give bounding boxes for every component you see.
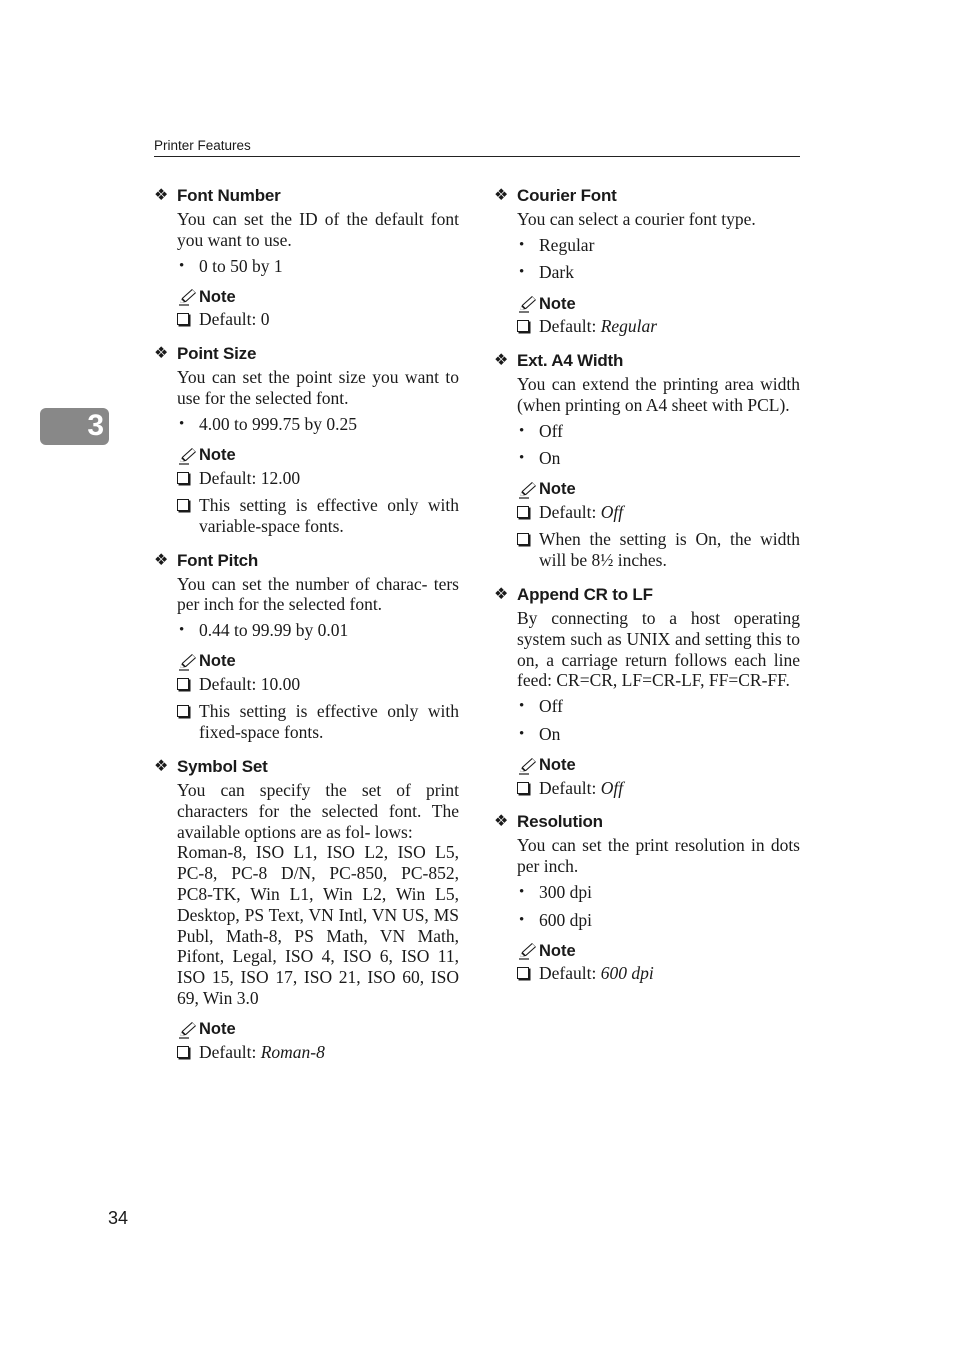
value-list xyxy=(177,256,459,277)
section-description: You can specify the set of print characters for the selected font. The available options are as fol- lows: xyxy=(177,779,459,842)
note-list xyxy=(177,309,459,330)
note-heading xyxy=(517,293,800,315)
section-description: You can extend the printing area width (when printing on A4 sheet with PCL). xyxy=(517,373,800,415)
section-description: You can set the point size you want to use for the selected font. xyxy=(177,367,459,408)
section-symbol-set xyxy=(154,755,459,1063)
bullet-icon: • xyxy=(519,911,525,928)
diamond-bullet-icon: ❖ xyxy=(154,757,169,775)
note-prefix: Default: xyxy=(539,316,601,337)
note-text: Default: 0 xyxy=(199,309,270,330)
list-item xyxy=(517,448,800,469)
note-heading xyxy=(517,940,800,962)
pencil-icon xyxy=(177,288,199,306)
section-title: Font Pitch xyxy=(177,550,259,570)
note-list xyxy=(177,468,459,537)
bullet-icon: • xyxy=(519,422,525,439)
note-item xyxy=(517,316,800,337)
value-list xyxy=(177,620,459,641)
checkbox-square-icon xyxy=(177,472,189,484)
note-default-value: Regular xyxy=(600,316,658,337)
note-default-value: Off xyxy=(600,501,624,522)
checkbox-square-icon xyxy=(177,313,189,325)
note-item xyxy=(177,674,459,695)
diamond-bullet-icon: ❖ xyxy=(494,187,509,204)
bullet-icon: • xyxy=(519,264,525,281)
diamond-bullet-icon: ❖ xyxy=(494,585,509,603)
list-item xyxy=(517,421,800,442)
page-number: 34 xyxy=(108,1208,129,1228)
note-prefix: Default: xyxy=(539,963,601,984)
note-text: This setting is effective only with fixed-space fonts. xyxy=(199,701,459,743)
list-item xyxy=(517,696,800,717)
pencil-icon xyxy=(517,295,539,313)
note-label: Note xyxy=(199,1020,236,1039)
section-title: Resolution xyxy=(517,812,603,832)
diamond-bullet-icon: ❖ xyxy=(154,187,169,204)
pencil-icon xyxy=(517,481,539,499)
checkbox-square-icon xyxy=(177,678,189,690)
pencil-icon xyxy=(517,942,539,960)
bullet-icon: • xyxy=(179,415,185,432)
note-list xyxy=(177,1042,459,1063)
section-font-number xyxy=(154,184,459,330)
section-ext-a4-width xyxy=(494,349,800,571)
section-body xyxy=(517,374,800,571)
note-item xyxy=(177,309,459,330)
note-text: Default: 10.00 xyxy=(199,673,301,694)
note-text: When the setting is On, the width will be 8½ inches. xyxy=(539,529,800,571)
section-body xyxy=(177,209,459,330)
note-list xyxy=(517,316,800,337)
checkbox-square-icon xyxy=(517,782,529,794)
note-default-value: Off xyxy=(600,777,624,798)
note-item xyxy=(517,502,800,523)
list-item-text: Off xyxy=(539,696,563,717)
checkbox-square-icon xyxy=(177,499,189,511)
value-list xyxy=(517,882,800,930)
section-courier-font xyxy=(494,184,800,337)
right-column xyxy=(494,184,800,996)
list-item-text: On xyxy=(539,448,561,469)
note-default-value: Roman-8 xyxy=(260,1041,325,1062)
diamond-bullet-icon: ❖ xyxy=(154,551,169,569)
running-header: Printer Features xyxy=(154,138,800,157)
section-heading xyxy=(154,755,459,779)
pencil-icon xyxy=(177,447,199,465)
section-body xyxy=(177,574,459,743)
pencil-icon xyxy=(177,1021,199,1039)
note-default-value: 600 dpi xyxy=(600,963,654,984)
list-item xyxy=(517,235,800,256)
note-heading xyxy=(517,479,800,501)
section-heading xyxy=(154,549,459,573)
bullet-icon: • xyxy=(179,622,185,639)
list-item-text: 0 to 50 by 1 xyxy=(199,255,283,276)
note-list xyxy=(177,674,459,743)
section-option-list: Roman-8, ISO L1, ISO L2, ISO L5, PC-8, PC-8 D/N, PC-850, PC-852, PC8-TK, Win L1, Win L2, Win L5, Desktop, PS Text, VN Intl, VN US, MS Publ, Math-8, PS Math, VN Math, Pifont, Legal, ISO 4, ISO 6, ISO 11, ISO 15, ISO 17, ISO 21, ISO 60, ISO 69, Win 3.0 xyxy=(177,842,459,1008)
section-description: You can select a courier font type. xyxy=(517,209,756,229)
note-item xyxy=(177,701,459,743)
note-heading xyxy=(517,755,800,777)
list-item-text: 4.00 to 999.75 by 0.25 xyxy=(199,413,357,434)
list-item-text: 0.44 to 99.99 by 0.01 xyxy=(199,620,349,641)
list-item-text: Dark xyxy=(539,262,574,283)
pencil-icon xyxy=(177,653,199,671)
note-prefix: Default: xyxy=(199,1041,261,1062)
bullet-icon: • xyxy=(519,883,525,900)
section-description: You can set the ID of the default font you want to use. xyxy=(177,209,459,250)
bullet-icon: • xyxy=(519,450,525,467)
section-body xyxy=(517,608,800,798)
list-item xyxy=(517,882,800,903)
section-description: By connecting to a host operating system such as UNIX and setting this to on, a carriage return follows each line feed: CR=CR, LF=CR-LF, FF=CR-FF. xyxy=(517,607,800,691)
note-list xyxy=(517,778,800,799)
note-prefix: Default: xyxy=(539,777,601,798)
note-label: Note xyxy=(199,287,236,306)
note-item xyxy=(177,495,459,537)
checkbox-square-icon xyxy=(517,967,529,979)
note-label: Note xyxy=(539,294,576,313)
list-item xyxy=(177,620,459,641)
section-body xyxy=(517,209,800,337)
note-text: This setting is effective only with variable-space fonts. xyxy=(199,494,459,536)
note-text: Default: 12.00 xyxy=(199,467,301,488)
list-item-text: Regular xyxy=(539,234,595,255)
checkbox-square-icon xyxy=(517,533,529,545)
value-list xyxy=(517,696,800,744)
note-label: Note xyxy=(539,756,576,775)
value-list xyxy=(517,421,800,469)
note-heading xyxy=(177,1019,459,1041)
note-label: Note xyxy=(539,480,576,499)
bullet-icon: • xyxy=(519,698,525,715)
checkbox-square-icon xyxy=(517,506,529,518)
bullet-icon: • xyxy=(519,236,525,253)
section-heading xyxy=(494,349,800,373)
note-item xyxy=(177,468,459,489)
section-heading xyxy=(154,184,459,208)
list-item xyxy=(517,262,800,283)
note-heading xyxy=(177,286,459,308)
note-label: Note xyxy=(539,941,576,960)
note-heading xyxy=(177,445,459,467)
section-font-pitch xyxy=(154,549,459,743)
section-heading xyxy=(494,184,800,208)
diamond-bullet-icon: ❖ xyxy=(494,813,509,831)
checkbox-square-icon xyxy=(517,320,529,332)
diamond-bullet-icon: ❖ xyxy=(494,351,509,369)
chapter-tab xyxy=(40,408,109,445)
value-list xyxy=(517,235,800,283)
section-title: Ext. A4 Width xyxy=(517,350,624,370)
note-label: Note xyxy=(199,652,236,671)
section-heading xyxy=(494,810,800,834)
section-title: Courier Font xyxy=(517,186,617,205)
section-heading xyxy=(494,583,800,607)
section-body xyxy=(177,780,459,1063)
list-item-text: On xyxy=(539,723,561,744)
section-body xyxy=(517,835,800,984)
section-title: Font Number xyxy=(177,186,281,205)
list-item-text: 600 dpi xyxy=(539,909,592,930)
bullet-icon: • xyxy=(519,725,525,742)
note-list xyxy=(517,502,800,571)
note-item xyxy=(517,529,800,571)
pencil-icon xyxy=(517,757,539,775)
list-item-text: Off xyxy=(539,420,563,441)
list-item xyxy=(177,414,459,435)
note-label: Note xyxy=(199,446,236,465)
section-body xyxy=(177,367,459,536)
left-column xyxy=(154,184,459,1075)
section-title: Symbol Set xyxy=(177,756,268,776)
note-item xyxy=(517,963,800,984)
note-item xyxy=(177,1042,459,1063)
checkbox-square-icon xyxy=(177,705,189,717)
list-item xyxy=(517,910,800,931)
note-list xyxy=(517,963,800,984)
value-list xyxy=(177,414,459,435)
note-prefix: Default: xyxy=(539,501,601,522)
section-point-size xyxy=(154,342,459,536)
note-heading xyxy=(177,651,459,673)
list-item xyxy=(517,724,800,745)
section-description: You can set the print resolution in dots per inch. xyxy=(517,835,800,877)
section-heading xyxy=(154,342,459,366)
section-title: Point Size xyxy=(177,344,257,364)
section-resolution xyxy=(494,810,800,984)
section-description: You can set the number of charac- ters per inch for the selected font. xyxy=(177,573,459,615)
diamond-bullet-icon: ❖ xyxy=(154,345,169,363)
section-append-cr-to-lf xyxy=(494,583,800,798)
list-item-text: 300 dpi xyxy=(539,881,592,902)
chapter-number: 3 xyxy=(87,409,104,442)
note-item xyxy=(517,778,800,799)
checkbox-square-icon xyxy=(177,1046,189,1058)
bullet-icon: • xyxy=(179,257,185,274)
section-title: Append CR to LF xyxy=(517,584,653,604)
list-item xyxy=(177,256,459,277)
